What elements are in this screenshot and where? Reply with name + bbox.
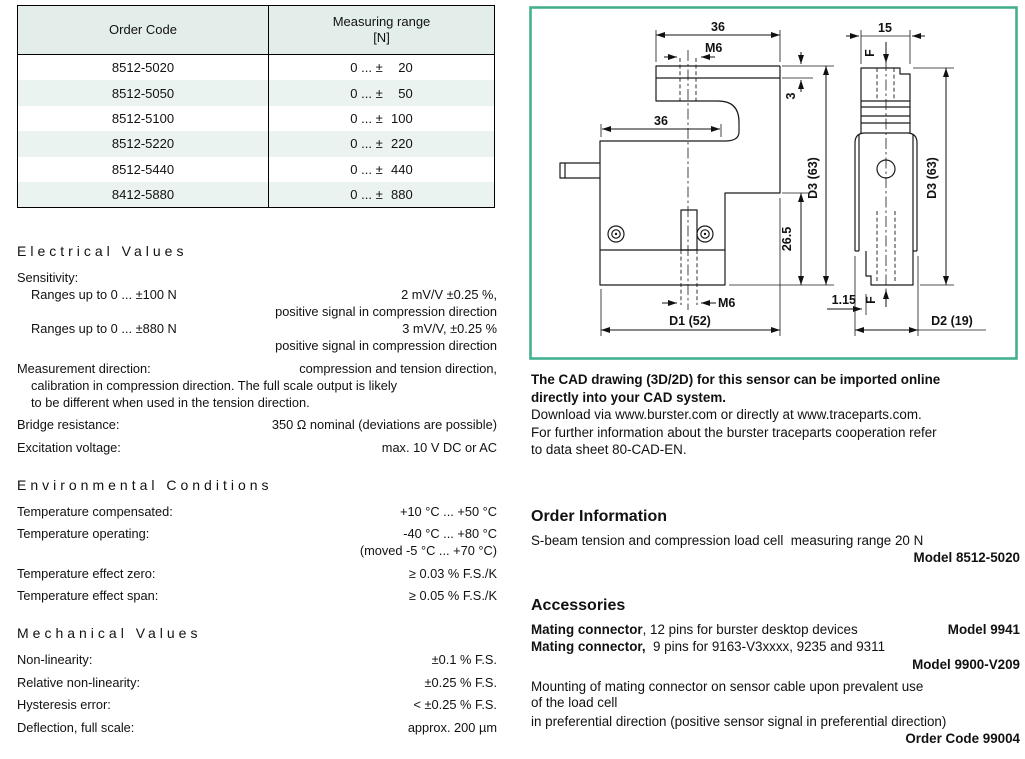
- measuring-range-cell: 0 ... ± 880: [350, 187, 413, 203]
- text-segment: Model 8512-5020: [913, 550, 1020, 565]
- spec-row: [17, 674, 497, 691]
- table-row: [18, 106, 495, 131]
- spec-section: [17, 625, 497, 736]
- cad-note-line: [531, 441, 1020, 459]
- spec-label: Temperature effect span:: [17, 588, 159, 603]
- cable-exit: [560, 163, 600, 178]
- measuring-range-cell: 0 ... ± 220: [350, 136, 413, 152]
- text-segment: of the load cell: [531, 695, 618, 710]
- spec-value: -40 °C ... +80 °C: [403, 526, 497, 541]
- spec-section: [17, 243, 497, 456]
- spec-label: Hysteresis error:: [17, 697, 111, 712]
- cad-note: [531, 371, 1020, 459]
- text-segment: in preferential direction (positive sensor signal in preferential direction): [531, 714, 947, 729]
- spec-value: ±0.1 % F.S.: [431, 652, 497, 667]
- spec-value: ≥ 0.03 % F.S./K: [408, 565, 497, 581]
- spec-value: +10 °C ... +50 °C: [399, 503, 497, 519]
- spec-row: [17, 286, 497, 303]
- order-code-cell: 8412-5880: [18, 182, 269, 208]
- spec-value: 350 Ω nominal (deviations are possible): [271, 417, 497, 432]
- text-segment: Mounting of mating connector on sensor cable upon prevalent use: [531, 679, 924, 694]
- table-row: [18, 182, 495, 208]
- spec-label: Temperature effect zero:: [17, 565, 156, 581]
- screw-hole-left: [608, 226, 624, 242]
- text-segment: Mating connector, 12 pins for burster desktop devices: [531, 621, 858, 637]
- spec-row: [17, 696, 497, 713]
- dim-label-15: 15: [878, 21, 892, 35]
- dim-label-26-5: 26.5: [780, 226, 794, 252]
- spec-label: Temperature compensated:: [17, 503, 173, 519]
- dim-label-m6-top: M6: [705, 41, 723, 55]
- spec-continuation: positive signal in compression direction: [275, 338, 497, 353]
- order-code-cell: 8512-5440: [18, 157, 269, 182]
- spec-value: approx. 200 µm: [407, 719, 497, 735]
- text-segment: Download via www.burster.com or directly at www.traceparts.com.: [531, 407, 922, 422]
- order-info-line: [531, 532, 1020, 550]
- order-code-cell: 8512-5020: [18, 55, 269, 81]
- table-header-row: [18, 6, 495, 55]
- accessories-line: [531, 621, 1020, 639]
- cad-note-line: [531, 389, 1020, 407]
- accessories-line: [531, 656, 1020, 674]
- spec-label: Ranges up to 0 ... ±880 N: [31, 321, 177, 336]
- drawing-frame: [531, 8, 1017, 359]
- accessories-line: [531, 714, 1020, 730]
- measuring-range-label: Measuring range: [332, 14, 431, 29]
- text-segment: S-beam tension and compression load cell measuring range 20 N: [531, 532, 924, 548]
- measuring-range-cell: 0 ... ± 20: [350, 60, 413, 76]
- order-information: [531, 508, 1020, 567]
- accessories: [531, 597, 1020, 748]
- force-label-top: F: [863, 49, 877, 57]
- cad-note-line: [531, 424, 1020, 442]
- order-info-line: [531, 549, 1020, 567]
- spec-continuation: calibration in compression direction. The full scale output is likely: [31, 377, 398, 393]
- measuring-range-cell: 0 ... ± 100: [350, 110, 413, 126]
- section-title: Electrical Values: [17, 243, 188, 259]
- order-information-title: Order Information: [531, 508, 668, 525]
- spec-row: [17, 525, 497, 542]
- spec-continuation: to be different when used in the tension direction.: [31, 394, 310, 410]
- accessories-line: [531, 730, 1020, 748]
- spec-value: compression and tension direction,: [299, 360, 497, 376]
- spec-sections: [17, 243, 497, 736]
- accessories-line: [531, 679, 1020, 695]
- spec-continuation: (moved -5 °C ... +70 °C): [359, 543, 497, 558]
- cad-note-line: [531, 406, 1020, 424]
- text-segment: Model 9900-V209: [912, 656, 1020, 672]
- accessories-line: [531, 638, 1020, 656]
- spec-label: Non-linearity:: [17, 652, 93, 667]
- dim-label-36-top: 36: [711, 20, 725, 34]
- dim-label-1-15: 1.15: [831, 293, 856, 307]
- measuring-range-table: [17, 5, 495, 208]
- text-segment: Model 9941: [947, 621, 1020, 637]
- spec-label: Ranges up to 0 ... ±100 N: [31, 287, 177, 302]
- order-code-cell: 8512-5100: [18, 106, 269, 131]
- spec-value: ±0.25 % F.S.: [424, 674, 497, 690]
- text-segment: Mating connector, 9 pins for 9163-V3xxxx, 9235 and 9311: [531, 639, 886, 654]
- force-label-bottom: F: [864, 296, 878, 304]
- spec-label: Relative non-linearity:: [17, 674, 141, 690]
- section-title: Environmental Conditions: [17, 476, 273, 493]
- dim-label-36-body: 36: [654, 114, 668, 128]
- text-segment: directly into your CAD system.: [531, 389, 726, 405]
- cad-drawing: [529, 6, 1018, 360]
- spec-row: [17, 651, 497, 668]
- table-row: [18, 55, 495, 81]
- spec-row: [17, 320, 497, 337]
- text-segment: to data sheet 80-CAD-EN.: [531, 442, 687, 457]
- section-title: Mechanical Values: [17, 625, 202, 641]
- spec-row: [17, 416, 497, 433]
- measuring-range-cell: 0 ... ± 50: [350, 85, 413, 101]
- table-row: [18, 80, 495, 105]
- front-view: [827, 21, 986, 336]
- table-row: [18, 131, 495, 156]
- measuring-range-unit: [N]: [373, 30, 390, 45]
- spec-row: [17, 719, 497, 736]
- side-view: [560, 20, 834, 336]
- dim-label-d3-right: D3 (63): [925, 157, 939, 199]
- text-segment: The CAD drawing (3D/2D) for this sensor can be imported online: [531, 372, 941, 387]
- col-header-measuring-range: [269, 6, 495, 55]
- order-code-cell: 8512-5050: [18, 80, 269, 105]
- spec-row: [17, 503, 497, 520]
- spec-row: [17, 565, 497, 582]
- dim-label-d3-left: D3 (63): [806, 157, 820, 199]
- dim-label-m6-bottom: M6: [718, 296, 736, 310]
- spec-label: Temperature operating:: [17, 526, 150, 541]
- spec-value: max. 10 V DC or AC: [381, 439, 497, 455]
- screw-hole-right: [697, 226, 713, 242]
- order-code-cell: 8512-5220: [18, 131, 269, 156]
- spec-row: [17, 269, 497, 286]
- measuring-range-cell: 0 ... ± 440: [350, 161, 413, 177]
- spec-value: < ±0.25 % F.S.: [413, 697, 497, 712]
- spec-row: [17, 439, 497, 456]
- spec-label: Sensitivity:: [17, 270, 79, 285]
- spec-label: Excitation voltage:: [17, 439, 121, 455]
- text-segment: For further information about the burster traceparts cooperation refer: [531, 424, 937, 440]
- spec-continuation: positive signal in compression direction: [275, 304, 497, 319]
- spec-value: 2 mV/V ±0.25 %,: [401, 287, 497, 302]
- text-segment: Order Code 99004: [905, 731, 1020, 746]
- spec-label: Bridge resistance:: [17, 417, 120, 432]
- spec-label: Deflection, full scale:: [17, 719, 135, 735]
- spec-section: [17, 477, 497, 605]
- spec-value: 3 mV/V, ±0.25 %: [402, 321, 497, 336]
- spec-row: [17, 360, 497, 377]
- spec-value: ≥ 0.05 % F.S./K: [408, 588, 497, 603]
- col-header-order-code: Order Code: [18, 6, 269, 55]
- dim-label-d1: D1 (52): [669, 314, 711, 328]
- dim-label-d2: D2 (19): [931, 314, 973, 328]
- spec-row: [17, 587, 497, 604]
- cad-note-line: [531, 371, 1020, 389]
- table-row: [18, 157, 495, 182]
- accessories-title: Accessories: [531, 597, 626, 614]
- spec-label: Measurement direction:: [17, 360, 151, 376]
- dim-label-3: 3: [784, 92, 798, 100]
- accessories-line: [531, 695, 1020, 711]
